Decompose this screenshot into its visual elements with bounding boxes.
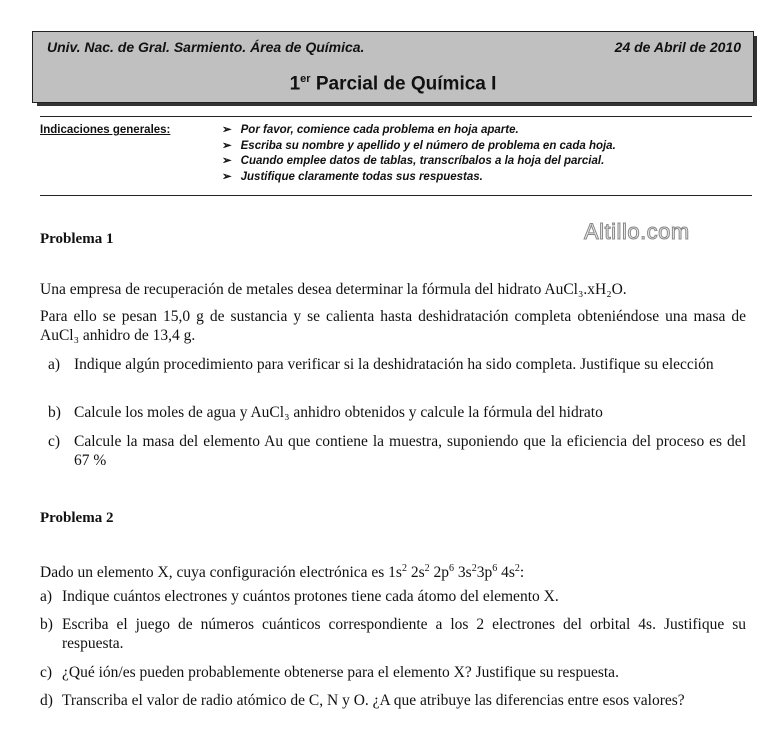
item-text: Calcule la masa del elemento Au que contiene la muestra, suponiendo que la eficiencia del proceso es del 67 % (74, 433, 746, 469)
item-label: b) (40, 616, 53, 633)
top-rule (40, 116, 752, 117)
indications-label: Indicaciones generales: (40, 124, 171, 136)
problem1-item-c (40, 432, 746, 470)
indications-list (222, 123, 616, 185)
item-label: a) (40, 588, 53, 605)
item-label: c) (40, 664, 53, 681)
title-number: 1 (289, 73, 301, 95)
indication-item: ➢ Cuando emplee datos de tablas, transcríbalos a la hoja del parcial. (222, 154, 616, 170)
problem1-title: Problema 1 (40, 231, 114, 247)
config-exponent: 2 (514, 563, 520, 574)
item-text: ¿Qué ión/es pueden probablemente obtenerse para el elemento X? Justifique su respuesta. (62, 664, 619, 681)
config-orbital: 2s (406, 564, 425, 582)
item-text: Indique cuántos electrones y cuántos protones tiene cada átomo del elemento X. (62, 588, 559, 605)
title-text: Parcial de Química I (310, 73, 497, 95)
problem2-intro (40, 559, 746, 582)
config-exponent: 6 (492, 563, 498, 574)
config-exponent: 2 (424, 563, 430, 574)
problem1-item-b (40, 403, 746, 422)
indication-item: ➢ Justifique claramente todas sus respuestas. (222, 170, 616, 186)
item-text: Indique algún procedimiento para verificar si la deshidratación ha sido completa. Justifique su elección (74, 356, 714, 373)
problem1-data: Para ello se pesan 15,0 g de sustancia y se calienta hasta deshidratación completa obteniéndose una masa de AuCl₃ anhidro de 13,4 g. (40, 308, 746, 344)
indication-item: ➢ Escriba su nombre y apellido y el número de problema en cada hoja. (222, 139, 616, 155)
exam-title (33, 73, 753, 95)
config-punct: : (519, 564, 525, 582)
indication-item: ➢ Por favor, comience cada problema en hoja aparte. (222, 123, 616, 139)
bottom-rule (40, 195, 752, 196)
intro-text: Dado un elemento X, cuya configuración electrónica es 1s (40, 564, 402, 582)
exam-header (32, 31, 754, 103)
config-orbital: 3s (454, 564, 472, 582)
item-label: a) (48, 356, 61, 373)
problem2-title: Problema 2 (40, 510, 114, 526)
config-orbital: 3p (476, 564, 493, 582)
problem1-item-a (40, 355, 746, 374)
item-text: Transcriba el valor de radio atómico de C, N y O. ¿A que atribuye las diferencias entre esos valores? (62, 692, 685, 709)
watermark-logo: Altillo.com (584, 219, 690, 244)
config-orbital: 4s (497, 564, 515, 582)
problem1-statement: Una empresa de recuperación de metales desea determinar la fórmula del hidrato AuCl₃.xH₂O. (40, 281, 627, 298)
item-text: Escriba el juego de números cuánticos correspondiente a los 2 electrones del orbital 4s. Justifique su respuesta. (62, 616, 746, 652)
item-label: c) (48, 433, 61, 450)
problem2-item-d (40, 691, 746, 710)
title-ordinal: er (300, 73, 311, 85)
item-text: Calcule los moles de agua y AuCl₃ anhidro obtenidos y calcule la fórmula del hidrato (74, 404, 603, 421)
config-orbital: 2p (429, 564, 450, 582)
problem2-item-a (40, 587, 746, 606)
config-exponent: 2 (471, 563, 477, 574)
item-label: d) (40, 692, 53, 709)
exam-date: 24 de Abril de 2010 (614, 39, 741, 55)
problem2-item-c (40, 663, 746, 682)
config-exponent: 2 (401, 563, 407, 574)
university-name: Univ. Nac. de Gral. Sarmiento. Área de Química. (47, 39, 365, 55)
problem2-item-b (40, 615, 746, 653)
item-label: b) (48, 404, 61, 421)
config-exponent: 6 (449, 563, 455, 574)
